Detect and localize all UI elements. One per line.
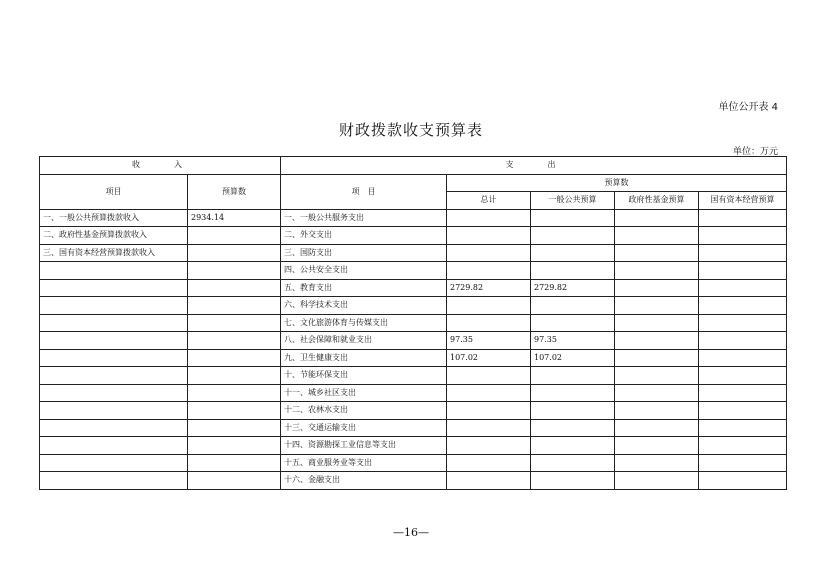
expense-item-cell: 十一、城乡社区支出 bbox=[281, 384, 447, 402]
income-item-cell bbox=[40, 419, 188, 437]
general-public-cell bbox=[531, 209, 615, 227]
total-cell bbox=[447, 472, 531, 490]
income-amount-cell bbox=[188, 384, 281, 402]
expense-item-cell: 二、外交支出 bbox=[281, 227, 447, 245]
general-public-cell bbox=[531, 402, 615, 420]
income-item-cell: 三、国有资本经营预算拨款收入 bbox=[40, 244, 188, 262]
general-public-header: 一般公共预算 bbox=[531, 192, 615, 210]
table-row bbox=[40, 227, 787, 245]
gov-fund-cell bbox=[615, 454, 699, 472]
table-row bbox=[40, 419, 787, 437]
page-number: —16— bbox=[393, 526, 429, 539]
state-capital-cell bbox=[699, 314, 787, 332]
state-capital-cell bbox=[699, 367, 787, 385]
income-item-cell bbox=[40, 297, 188, 315]
expense-item-header: 项 目 bbox=[281, 174, 447, 209]
income-item-cell bbox=[40, 367, 188, 385]
income-item-cell: 一、一般公共预算拨款收入 bbox=[40, 209, 188, 227]
income-amount-header: 预算数 bbox=[188, 174, 281, 209]
state-capital-cell bbox=[699, 349, 787, 367]
expense-item-cell: 六、科学技术支出 bbox=[281, 297, 447, 315]
income-header: 收 入 bbox=[40, 157, 281, 175]
state-capital-cell bbox=[699, 437, 787, 455]
total-cell: 97.35 bbox=[447, 332, 531, 350]
state-capital-header: 国有资本经营预算 bbox=[699, 192, 787, 210]
state-capital-cell bbox=[699, 244, 787, 262]
general-public-cell bbox=[531, 297, 615, 315]
table-row bbox=[40, 402, 787, 420]
gov-fund-cell bbox=[615, 367, 699, 385]
table-row bbox=[40, 384, 787, 402]
gov-fund-cell bbox=[615, 402, 699, 420]
gov-fund-cell bbox=[615, 349, 699, 367]
general-public-cell bbox=[531, 244, 615, 262]
table-label: 单位公开表 4 bbox=[718, 102, 778, 113]
income-amount-cell bbox=[188, 314, 281, 332]
gov-fund-cell bbox=[615, 244, 699, 262]
state-capital-cell bbox=[699, 279, 787, 297]
income-item-header: 项目 bbox=[40, 174, 188, 209]
gov-fund-header: 政府性基金预算 bbox=[615, 192, 699, 210]
income-amount-cell bbox=[188, 349, 281, 367]
general-public-cell: 97.35 bbox=[531, 332, 615, 350]
gov-fund-cell bbox=[615, 437, 699, 455]
expense-header: 支 出 bbox=[281, 157, 787, 175]
income-item-cell bbox=[40, 402, 188, 420]
income-amount-cell bbox=[188, 419, 281, 437]
expense-item-cell: 一、一般公共服务支出 bbox=[281, 209, 447, 227]
total-cell bbox=[447, 454, 531, 472]
general-public-cell bbox=[531, 454, 615, 472]
table-row bbox=[40, 262, 787, 280]
table-row bbox=[40, 297, 787, 315]
expense-item-cell: 三、国防支出 bbox=[281, 244, 447, 262]
state-capital-cell bbox=[699, 209, 787, 227]
total-cell bbox=[447, 402, 531, 420]
state-capital-cell bbox=[699, 262, 787, 280]
total-cell bbox=[447, 262, 531, 280]
total-cell bbox=[447, 244, 531, 262]
state-capital-cell bbox=[699, 419, 787, 437]
expense-item-cell: 五、教育支出 bbox=[281, 279, 447, 297]
general-public-cell bbox=[531, 384, 615, 402]
total-cell: 107.02 bbox=[447, 349, 531, 367]
income-amount-cell: 2934.14 bbox=[188, 209, 281, 227]
general-public-cell bbox=[531, 367, 615, 385]
income-amount-cell bbox=[188, 227, 281, 245]
gov-fund-cell bbox=[615, 384, 699, 402]
total-cell bbox=[447, 367, 531, 385]
general-public-cell bbox=[531, 419, 615, 437]
gov-fund-cell bbox=[615, 279, 699, 297]
gov-fund-cell bbox=[615, 332, 699, 350]
state-capital-cell bbox=[699, 227, 787, 245]
total-cell bbox=[447, 437, 531, 455]
general-public-cell bbox=[531, 437, 615, 455]
total-cell: 2729.82 bbox=[447, 279, 531, 297]
state-capital-cell bbox=[699, 332, 787, 350]
income-amount-cell bbox=[188, 297, 281, 315]
expense-item-cell: 十三、交通运输支出 bbox=[281, 419, 447, 437]
income-amount-cell bbox=[188, 437, 281, 455]
income-item-cell: 二、政府性基金预算拨款收入 bbox=[40, 227, 188, 245]
expense-item-cell: 十四、资源勘探工业信息等支出 bbox=[281, 437, 447, 455]
income-item-cell bbox=[40, 332, 188, 350]
income-amount-cell bbox=[188, 262, 281, 280]
table-row bbox=[40, 279, 787, 297]
expense-item-cell: 十、节能环保支出 bbox=[281, 367, 447, 385]
income-item-cell bbox=[40, 472, 188, 490]
gov-fund-cell bbox=[615, 472, 699, 490]
general-public-cell bbox=[531, 262, 615, 280]
gov-fund-cell bbox=[615, 209, 699, 227]
income-amount-cell bbox=[188, 332, 281, 350]
expense-item-cell: 十二、农林水支出 bbox=[281, 402, 447, 420]
expense-item-cell: 七、文化旅游体育与传媒支出 bbox=[281, 314, 447, 332]
state-capital-cell bbox=[699, 384, 787, 402]
income-amount-cell bbox=[188, 367, 281, 385]
gov-fund-cell bbox=[615, 419, 699, 437]
general-public-cell bbox=[531, 314, 615, 332]
table-row bbox=[40, 314, 787, 332]
page-title: 财政拨款收支预算表 bbox=[338, 121, 483, 139]
state-capital-cell bbox=[699, 297, 787, 315]
total-cell bbox=[447, 419, 531, 437]
total-header: 总计 bbox=[447, 192, 531, 210]
table-row bbox=[40, 437, 787, 455]
total-cell bbox=[447, 227, 531, 245]
income-amount-cell bbox=[188, 402, 281, 420]
table-row bbox=[40, 454, 787, 472]
general-public-cell: 107.02 bbox=[531, 349, 615, 367]
income-item-cell bbox=[40, 314, 188, 332]
gov-fund-cell bbox=[615, 297, 699, 315]
budget-table bbox=[39, 156, 787, 490]
income-item-cell bbox=[40, 454, 188, 472]
expense-item-cell: 十五、商业服务业等支出 bbox=[281, 454, 447, 472]
expense-item-cell: 八、社会保障和就业支出 bbox=[281, 332, 447, 350]
gov-fund-cell bbox=[615, 227, 699, 245]
general-public-cell bbox=[531, 227, 615, 245]
income-amount-cell bbox=[188, 472, 281, 490]
gov-fund-cell bbox=[615, 262, 699, 280]
expense-item-cell: 九、卫生健康支出 bbox=[281, 349, 447, 367]
income-amount-cell bbox=[188, 454, 281, 472]
income-item-cell bbox=[40, 349, 188, 367]
income-amount-cell bbox=[188, 244, 281, 262]
expense-item-cell: 十六、金融支出 bbox=[281, 472, 447, 490]
income-item-cell bbox=[40, 437, 188, 455]
header-row-2 bbox=[40, 174, 787, 192]
general-public-cell: 2729.82 bbox=[531, 279, 615, 297]
table-row bbox=[40, 349, 787, 367]
total-cell bbox=[447, 209, 531, 227]
expense-item-cell: 四、公共安全支出 bbox=[281, 262, 447, 280]
state-capital-cell bbox=[699, 402, 787, 420]
table-row bbox=[40, 367, 787, 385]
income-item-cell bbox=[40, 384, 188, 402]
total-cell bbox=[447, 384, 531, 402]
general-public-cell bbox=[531, 472, 615, 490]
table-row bbox=[40, 209, 787, 227]
income-item-cell bbox=[40, 262, 188, 280]
budget-group-header: 预算数 bbox=[447, 174, 787, 192]
income-amount-cell bbox=[188, 279, 281, 297]
income-item-cell bbox=[40, 279, 188, 297]
table-row bbox=[40, 472, 787, 490]
state-capital-cell bbox=[699, 454, 787, 472]
table-row bbox=[40, 244, 787, 262]
state-capital-cell bbox=[699, 472, 787, 490]
table-row bbox=[40, 332, 787, 350]
total-cell bbox=[447, 314, 531, 332]
unit-label: 单位：万元 bbox=[732, 147, 778, 157]
gov-fund-cell bbox=[615, 314, 699, 332]
header-row-1 bbox=[40, 157, 787, 175]
total-cell bbox=[447, 297, 531, 315]
